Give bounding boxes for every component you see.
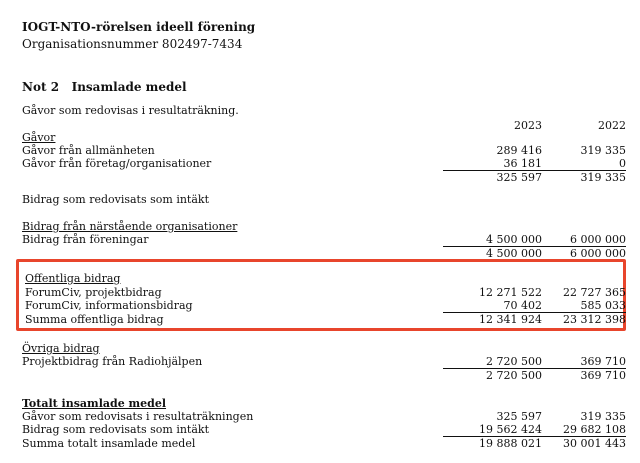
offentliga-total-2022: 23 312 398	[563, 313, 626, 326]
totalt-row-2022: 29 682 108	[563, 423, 626, 436]
totalt-heading: Totalt insamlade medel	[22, 397, 167, 410]
year-header-2022: 2022	[598, 119, 626, 132]
gavor-heading: Gåvor	[22, 131, 56, 144]
gavor-row-2022: 0	[619, 157, 626, 170]
bidrag-intakt-heading: Bidrag som redovisats som intäkt	[22, 193, 209, 206]
narstaende-row-2023: 4 500 000	[486, 233, 542, 246]
totalt-row-2023: 325 597	[496, 410, 542, 423]
ovriga-heading: Övriga bidrag	[22, 342, 100, 355]
narstaende-total-2022: 6 000 000	[570, 247, 626, 260]
totalt-total-2023: 19 888 021	[479, 437, 542, 450]
ovriga-row-label: Projektbidrag från Radiohjälpen	[22, 355, 203, 368]
totalt-row-label: Gåvor som redovisats i resultaträkningen	[22, 410, 254, 423]
totalt-row-2022: 319 335	[580, 410, 626, 423]
gavor-row-label: Gåvor från allmänheten	[22, 144, 155, 157]
gavor-total-2023: 325 597	[496, 171, 542, 184]
totalt-row-label: Bidrag som redovisats som intäkt	[22, 423, 209, 436]
offentliga-total-2023: 12 341 924	[479, 313, 542, 326]
ovriga-total-2022: 369 710	[580, 369, 626, 382]
offentliga-row-2022: 585 033	[580, 299, 626, 312]
totalt-total-label: Summa totalt insamlade medel	[22, 437, 196, 450]
offentliga-total-label: Summa offentliga bidrag	[25, 313, 164, 326]
totalt-total-2022: 30 001 443	[563, 437, 626, 450]
narstaende-row-label: Bidrag från föreningar	[22, 233, 149, 246]
narstaende-heading: Bidrag från närstående organisationer	[22, 220, 238, 233]
note-intro: Gåvor som redovisas i resultaträkning.	[22, 104, 239, 117]
offentliga-row-2023: 12 271 522	[479, 286, 542, 299]
offentliga-heading: Offentliga bidrag	[25, 272, 121, 285]
offentliga-row-label: ForumCiv, projektbidrag	[25, 286, 162, 299]
ovriga-row-2022: 369 710	[580, 355, 626, 368]
gavor-row-label: Gåvor från företag/organisationer	[22, 157, 212, 170]
offentliga-row-2023: 70 402	[503, 299, 542, 312]
offentliga-row-label: ForumCiv, informationsbidrag	[25, 299, 193, 312]
ovriga-total-2023: 2 720 500	[486, 369, 542, 382]
totalt-row-2023: 19 562 424	[479, 423, 542, 436]
year-header-2023: 2023	[514, 119, 542, 132]
org-number: Organisationsnummer 802497-7434	[22, 37, 243, 51]
gavor-row-2022: 319 335	[580, 144, 626, 157]
offentliga-row-2022: 22 727 365	[563, 286, 626, 299]
gavor-row-2023: 289 416	[496, 144, 542, 157]
narstaende-row-2022: 6 000 000	[570, 233, 626, 246]
note-title: Not 2 Insamlade medel	[22, 80, 187, 94]
gavor-row-2023: 36 181	[503, 157, 542, 170]
narstaende-total-2023: 4 500 000	[486, 247, 542, 260]
ovriga-row-2023: 2 720 500	[486, 355, 542, 368]
gavor-total-2022: 319 335	[580, 171, 626, 184]
org-name: IOGT-NTO-rörelsen ideell förening	[22, 20, 256, 34]
